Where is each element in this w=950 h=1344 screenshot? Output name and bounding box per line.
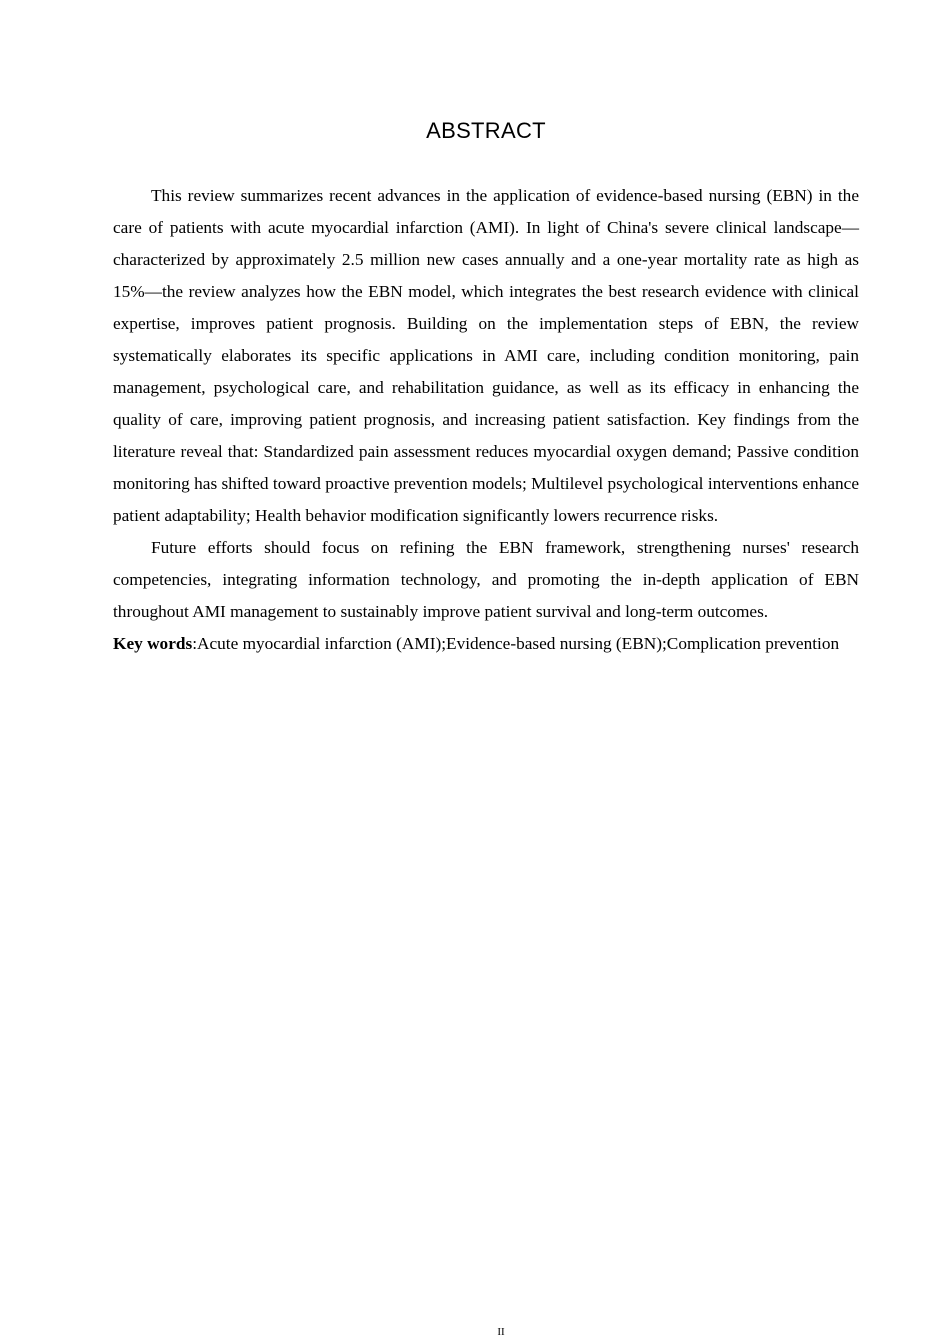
abstract-paragraph-2: Future efforts should focus on refining the EBN framework, strengthening nurses' research competencies, integrating information technology, and promoting the in-depth application of EBN throughout AMI management to sustainably improve patient survival and long-term outcomes. bbox=[113, 538, 859, 621]
abstract-title: ABSTRACT bbox=[426, 118, 546, 143]
keywords-line bbox=[113, 628, 859, 660]
abstract-body bbox=[113, 180, 859, 660]
abstract-paragraph-1: This review summarizes recent advances in the application of evidence-based nursing (EBN) in the care of patients with acute myocardial infarction (AMI). In light of China's severe clinical landscape—characterized by approximately 2.5 million new cases annually and a one-year mortality rate as high as 15%—the review analyzes how the EBN model, which integrates the best research evidence with clinical expertise, improves patient prognosis. Building on the implementation steps of EBN, the review systematically elaborates its specific applications in AMI care, including condition monitoring, pain management, psychological care, and rehabilitation guidance, as well as its efficacy in enhancing the quality of care, improving patient prognosis, and increasing patient satisfaction. Key findings from the literature reveal that: Standardized pain assessment reduces myocardial oxygen demand; Passive condition monitoring has shifted toward proactive prevention models; Multilevel psychological interventions enhance patient adaptability; Health behavior modification significantly lowers recurrence risks. bbox=[113, 186, 859, 525]
page-number: II bbox=[497, 1326, 505, 1338]
keywords-label: Key words bbox=[113, 634, 193, 653]
keywords-text: :Acute myocardial infarction (AMI);Evidence-based nursing (EBN);Complication prevention bbox=[192, 634, 840, 653]
